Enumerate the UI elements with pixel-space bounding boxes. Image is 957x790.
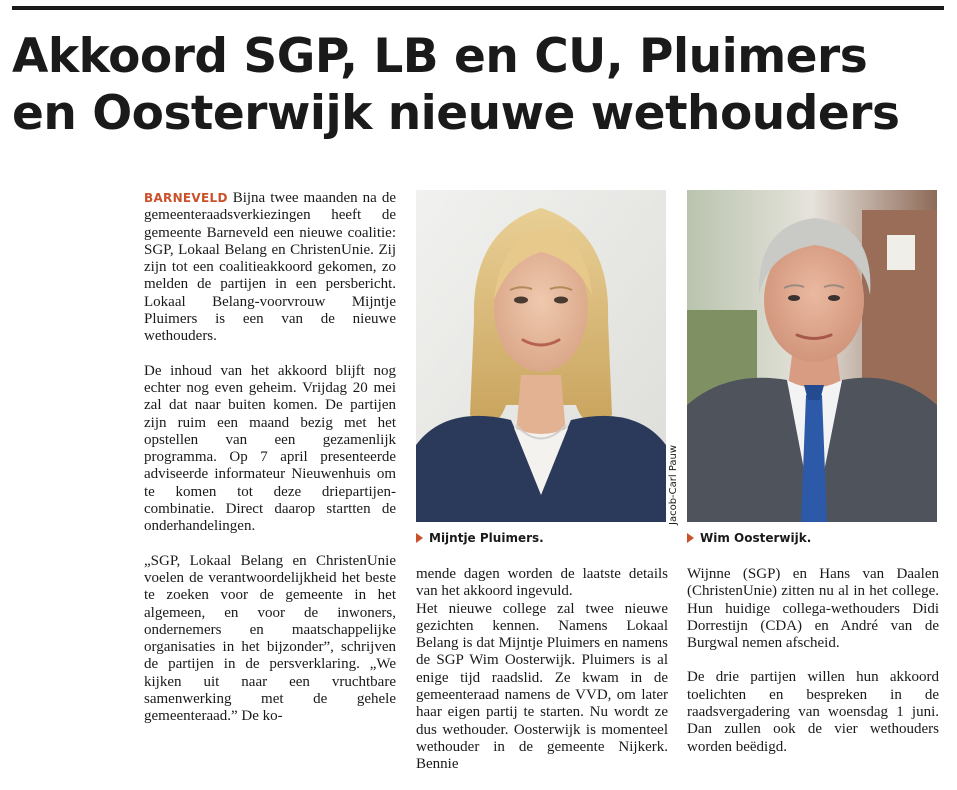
paragraph: De drie partijen willen hun akkoord toelichten en bespreken in de raadsvergadering van woensdag 1 juni. Dan zullen ook de vier wethouders worden beëdigd. [687, 669, 939, 755]
caption-mijntje-pluimers [416, 531, 544, 545]
article-column-1 [144, 190, 396, 726]
dateline: BARNEVELD [144, 191, 228, 205]
paragraph: De inhoud van het akkoord blijft nog echter nog even geheim. Vrijdag 20 mei zal dat naar buiten komen. De partijen zijn ruim een maand bezig met het opstellen van een gezamenlijk programma. Op 7 april presenteerde adviseerde informateur Nieuwenhuis om te komen tot deze driepartijen-combinatie. Direct daarop startten de onderhandelingen. [144, 362, 396, 535]
photo-mijntje-pluimers [416, 190, 666, 522]
article-column-3 [687, 566, 939, 756]
portrait-woman-image [416, 190, 666, 522]
paragraph: Wijnne (SGP) en Hans van Daalen (ChristenUnie) zitten nu al in het college. Hun huidige collega-wethouders Didi Dorrestijn (CDA) en André van de Burgwal nemen afscheid. [687, 566, 939, 652]
caption-text: Wim Oosterwijk. [700, 531, 812, 545]
paragraph [144, 190, 396, 346]
headline: Akkoord SGP, LB en CU, Pluimers en Oosterwijk nieuwe wethouders [12, 29, 900, 141]
paragraph-text: Bijna twee maanden na de gemeenteraadsverkiezingen heeft de gemeente Barneveld een nieuwe coalitie: SGP, Lokaal Belang en ChristenUnie. Zij zijn tot een coalitieakkoord gekomen, zo melden de partijen in een persbericht. Lokaal Belang-voorvrouw Mijntje Pluimers is een van de nieuwe wethouders. [144, 190, 396, 345]
article-column-2 [416, 566, 668, 774]
photo-credit: Jacob-Carl Pauw [668, 444, 679, 525]
caption-wim-oosterwijk [687, 531, 811, 545]
paragraph: Het nieuwe college zal twee nieuwe gezichten kennen. Namens Lokaal Belang is dat Mijntje Pluimers en namens de SGP Wim Oosterwijk. Pluimers is al enige tijd raadslid. Ze kwam in de gemeenteraad namens de VVD, om later haar eigen partij te starten. Nu wordt ze dus wethouder. Oosterwijk is momenteel wethouder in de gemeente Nijkerk. Bennie [416, 600, 668, 773]
caption-marker-icon [416, 533, 423, 543]
top-rule [12, 6, 944, 10]
paragraph: mende dagen worden de laatste details van het akkoord ingevuld. [416, 566, 668, 600]
caption-text: Mijntje Pluimers. [429, 531, 544, 545]
portrait-man-image [687, 190, 937, 522]
caption-marker-icon [687, 533, 694, 543]
paragraph: „SGP, Lokaal Belang en ChristenUnie voelen de verantwoordelijkheid het beste te zoeken voor de gemeente in het algemeen, en voor de inwoners, ondernemers en maatschappelijke organisaties in het bijzonder”, schrijven de partijen in de persverklaring. „We kijken uit naar een vruchtbare samenwerking met de gehele gemeenteraad.” De ko- [144, 552, 396, 725]
photo-wim-oosterwijk [687, 190, 937, 522]
